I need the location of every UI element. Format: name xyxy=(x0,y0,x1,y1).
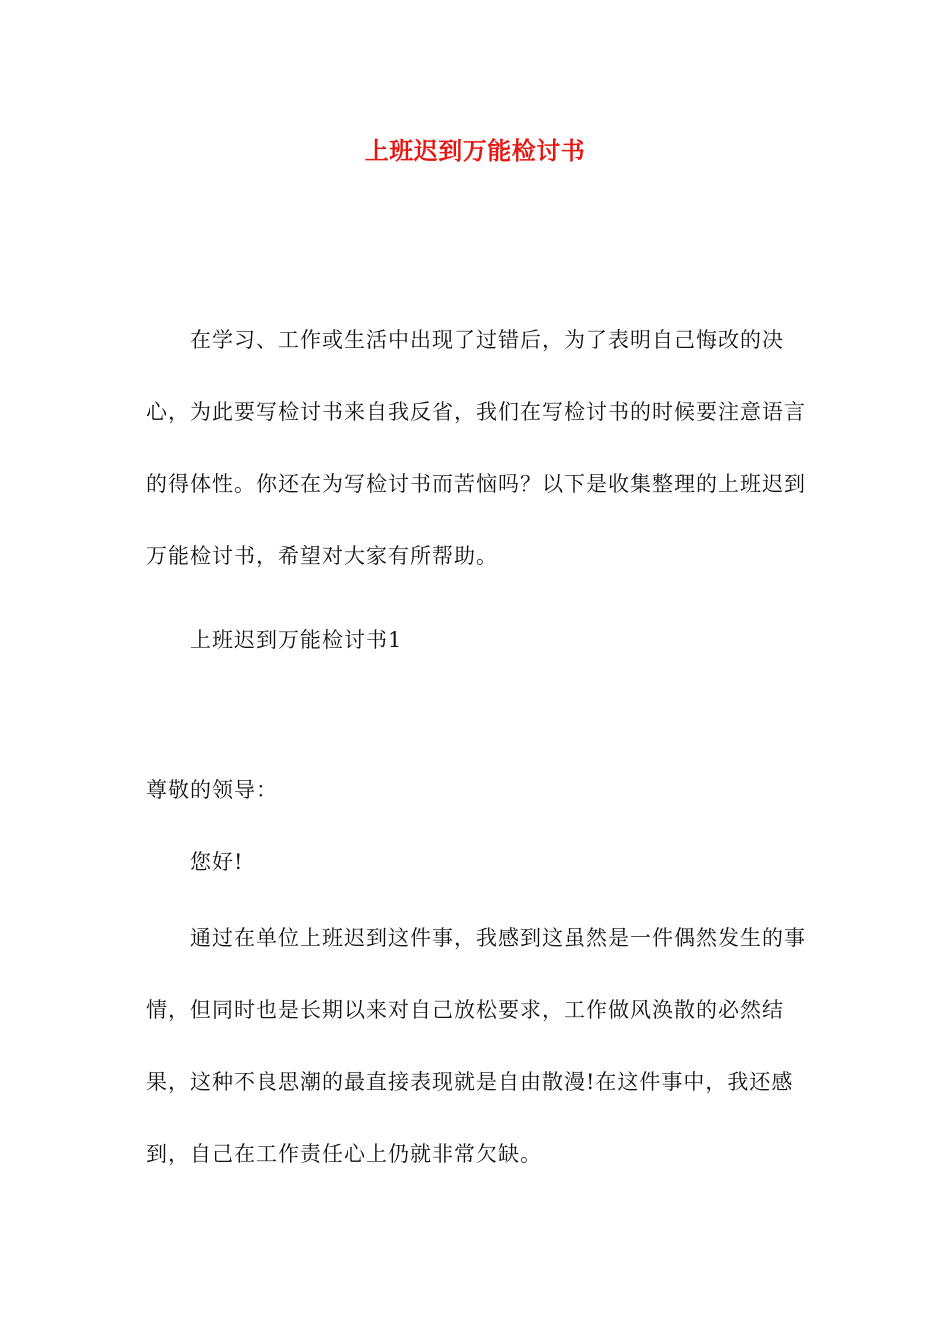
section-heading: 上班迟到万能检讨书1 xyxy=(190,628,403,652)
body-paragraph: 通过在单位上班迟到这件事，我感到这虽然是一件偶然发生的事情，但同时也是长期以来对自己放松要求，工作做风涣散的必然结果，这种不良思潮的最直接表现就是自由散漫!在这件事中，我还感到，自己在工作责任心上仍就非常欠缺。 xyxy=(146,926,806,1166)
document-title: 上班迟到万能检讨书 xyxy=(364,136,586,165)
intro-paragraph: 在学习、工作或生活中出现了过错后，为了表明自己悔改的决心，为此要写检讨书来自我反省，我们在写检讨书的时候要注意语言的得体性。你还在为写检讨书而苦恼吗？以下是收集整理的上班迟到万能检讨书，希望对大家有所帮助。 xyxy=(146,328,806,568)
salutation: 尊敬的领导： xyxy=(146,778,278,802)
greeting: 您好! xyxy=(190,850,244,874)
